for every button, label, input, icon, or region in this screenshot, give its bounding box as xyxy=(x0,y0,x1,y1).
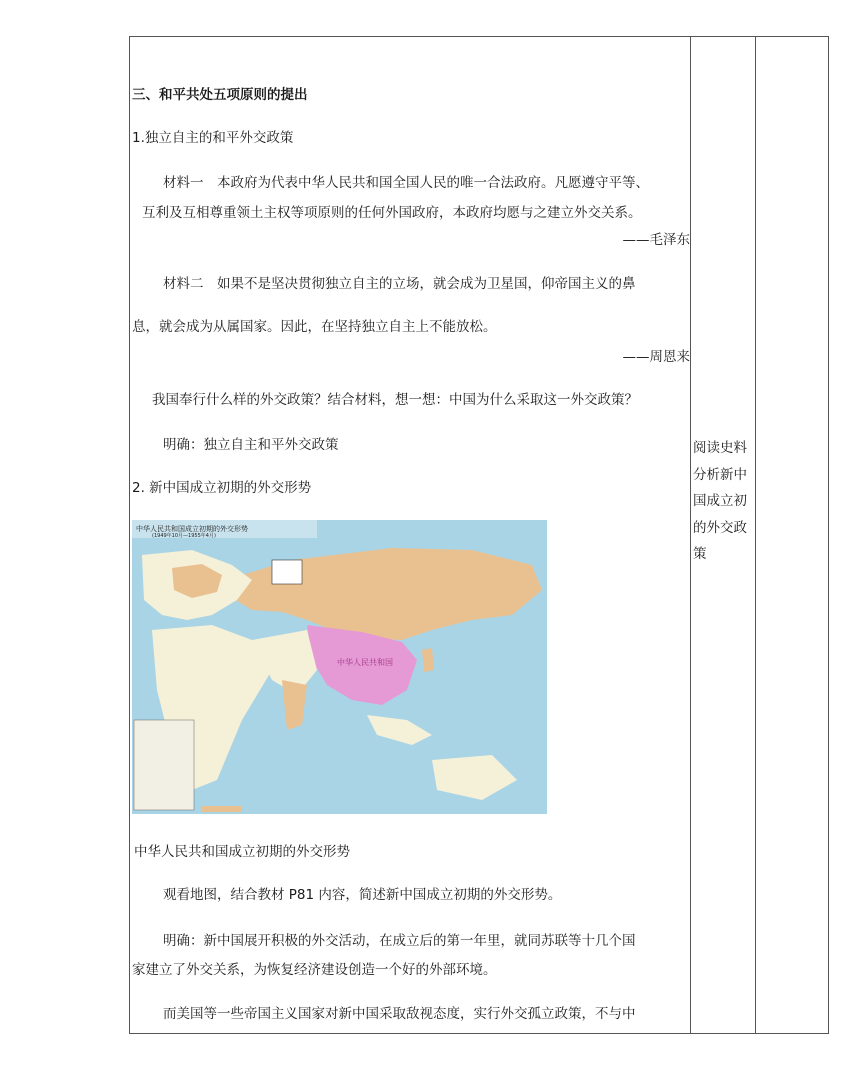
instruction: 观看地图，结合教材 P81 内容，简述新中国成立初期的外交形势。 xyxy=(163,887,562,903)
section-title: 三、和平共处五项原则的提出 xyxy=(132,87,308,103)
material-two-source: ——周恩来 xyxy=(622,349,690,365)
side-note-line: 国成立初 xyxy=(693,493,747,509)
side-note-line: 分析新中 xyxy=(693,466,747,483)
material-one-source: ——毛泽东 xyxy=(622,232,690,248)
content-column xyxy=(130,37,690,1033)
paragraph-line: 而美国等一些帝国主义国家对新中国采取敌视态度，实行外交孤立政策，不与中 xyxy=(163,1006,636,1022)
answer: 明确：独立自主和平外交政策 xyxy=(163,437,339,453)
subsection-title: 1.独立自主的和平外交政策 xyxy=(132,130,294,146)
material-one-line: 材料一 本政府为代表中华人民共和国全国人民的唯一合法政府。凡愿遵守平等、 xyxy=(163,175,649,191)
side-note-line: 的外交政 xyxy=(693,519,747,536)
material-two-line: 材料二 如果不是坚决贯彻独立自主的立场，就会成为卫星国，仰帝国主义的鼻 xyxy=(163,276,636,292)
answer-line: 明确：新中国展开积极的外交活动，在成立后的第一年里，就同苏联等十几个国 xyxy=(163,933,636,949)
lesson-table xyxy=(129,36,829,1034)
material-two-line: 息，就会成为从属国家。因此，在坚持独立自主上不能放松。 xyxy=(132,319,497,335)
subsection-title: 2. 新中国成立初期的外交形势 xyxy=(132,480,312,496)
map-subtitle: (1949年10月—1955年4月) xyxy=(152,533,216,539)
side-note-line: 阅读史料 xyxy=(693,440,747,456)
map-korea-region xyxy=(422,648,434,672)
map-callout-box xyxy=(272,560,302,584)
diplomacy-map xyxy=(132,520,547,814)
map-legend xyxy=(134,720,194,810)
side-note-line: 策 xyxy=(693,546,707,562)
answer-line: 家建立了外交关系，为恢复经济建设创造一个好的外部环境。 xyxy=(132,962,497,978)
material-one-line: 互利及互相尊重领土主权等项原则的任何外国政府，本政府均愿与之建立外交关系。 xyxy=(142,205,642,221)
question: 我国奉行什么样的外交政策？结合材料，想一想：中国为什么采取这一外交政策？ xyxy=(152,392,638,408)
side-note xyxy=(693,435,755,568)
map-scale-bar xyxy=(202,806,242,812)
map-country-label: 中华人民共和国 xyxy=(337,658,393,667)
column-divider xyxy=(690,37,691,1033)
map-title: 中华人民共和国成立初期的外交形势 xyxy=(136,525,248,533)
map-caption: 中华人民共和国成立初期的外交形势 xyxy=(134,844,350,860)
column-divider xyxy=(755,37,756,1033)
